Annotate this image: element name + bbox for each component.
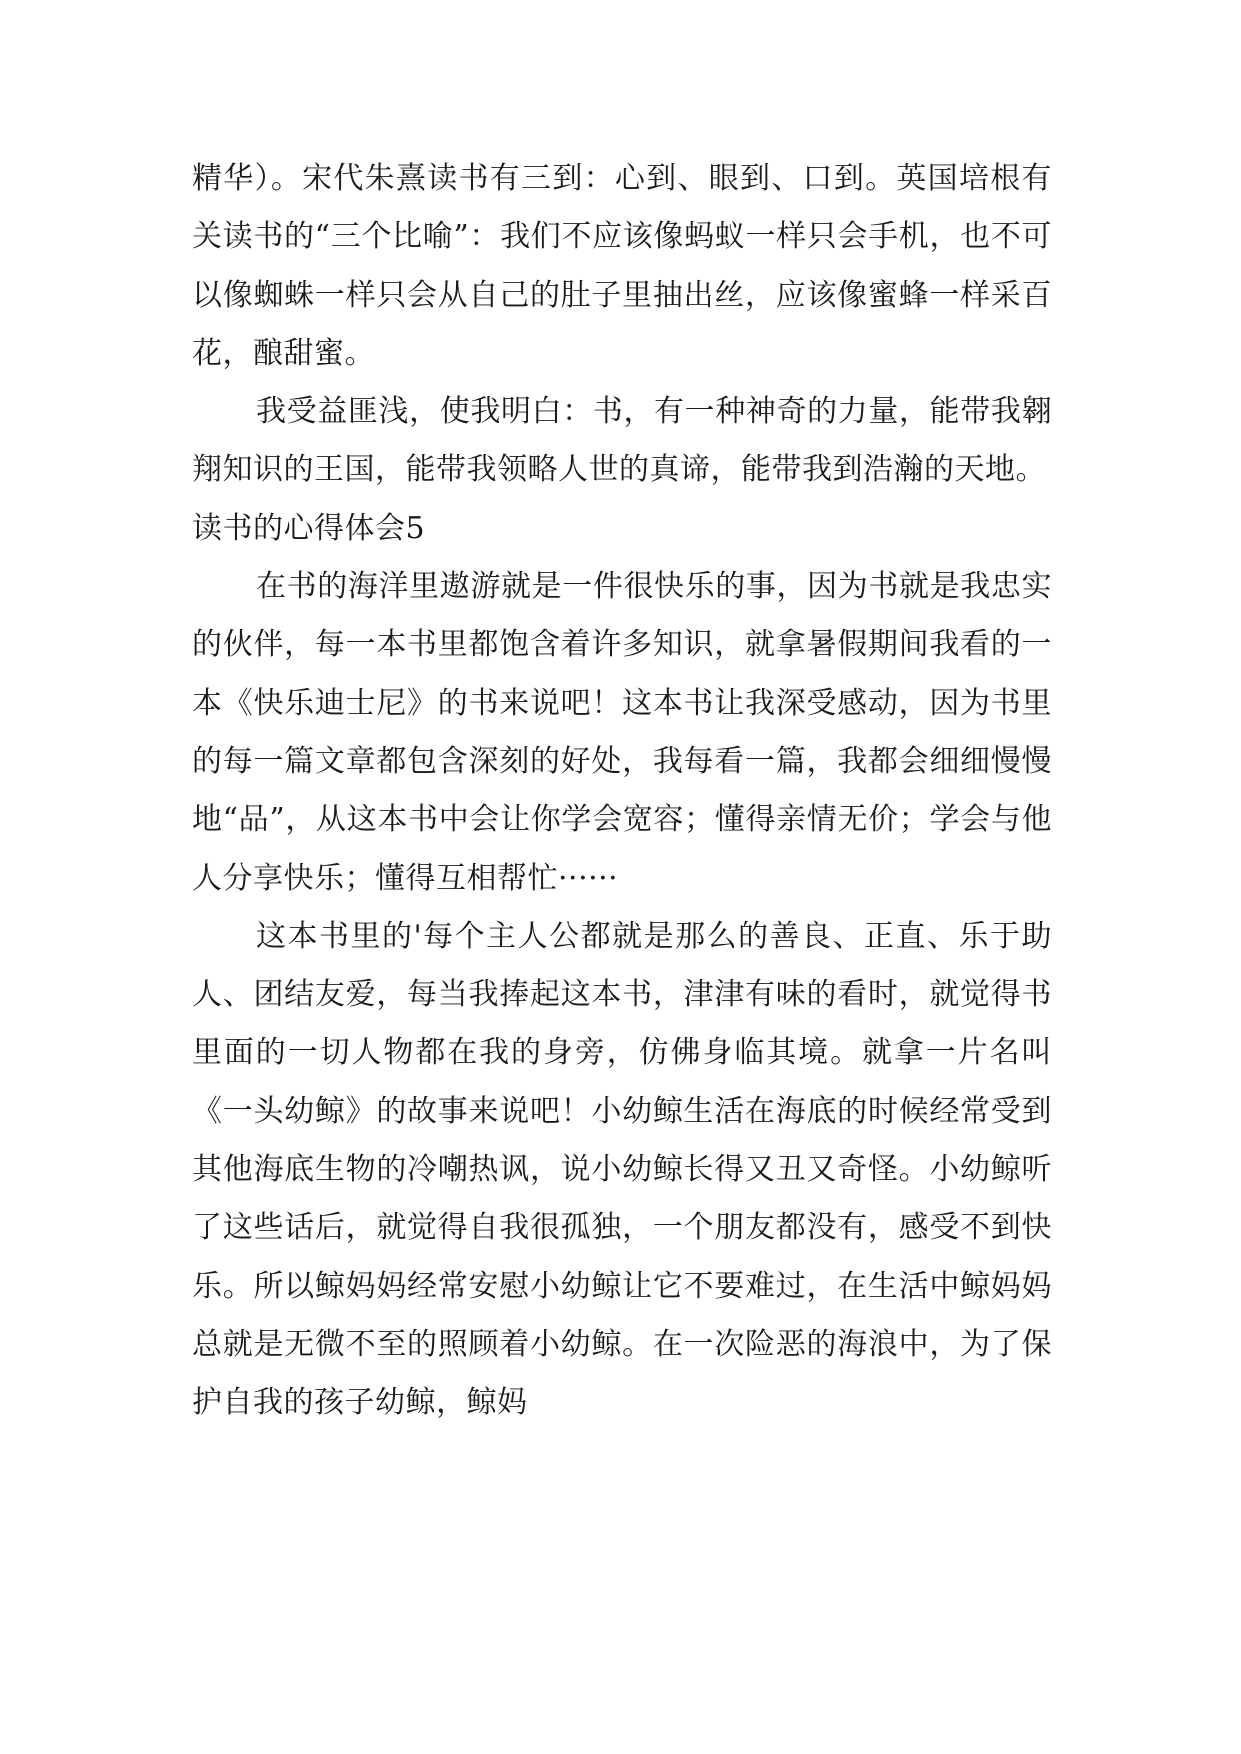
paragraph-young-whale: 这本书里的'每个主人公都就是那么的善良、正直、乐于助人、团结友爱，每当我捧起这本书，津津有味的看时，就觉得书里面的一切人物都在我的身旁，仿佛身临其境。就拿一片名叫《一头幼鲸》的故事来说吧！小幼鲸生活在海底的时候经常受到其他海底生物的冷嘲热讽，说小幼鲸长得又丑又奇怪。小幼鲸听了这些话后，就觉得自我很孤独，一个朋友都没有，感受不到快乐。所以鲸妈妈经常安慰小幼鲸让它不要难过，在生活中鲸妈妈总就是无微不至的照顾着小幼鲸。在一次险恶的海浪中，为了保护自我的孩子幼鲸，鲸妈 xyxy=(192,918,1052,1421)
paragraph-zhu-xi-bacon: 精华）。宋代朱熹读书有三到：心到、眼到、口到。英国培根有关读书的“三个比喻”：我们不应该像蚂蚁一样只会手机，也不可以像蜘蛛一样只会从自己的肚子里抽出丝，应该像蜜蜂一样采百花，酿甜蜜。 xyxy=(192,161,1052,371)
document-body xyxy=(192,150,1052,1433)
section-heading: 读书的心得体会5 xyxy=(192,510,426,546)
paragraph-benefit: 我受益匪浅，使我明白：书，有一种神奇的力量，能带我翱翔知识的王国，能带我领略人世的真谛，能带我到浩瀚的天地。 xyxy=(192,394,1052,488)
paragraph-disney-book: 在书的海洋里遨游就是一件很快乐的事，因为书就是我忠实的伙伴，每一本书里都饱含着许多知识，就拿暑假期间我看的一本《快乐迪士尼》的书来说吧！这本书让我深受感动，因为书里的每一篇文章都包含深刻的好处，我每看一篇，我都会细细慢慢地“品”，从这本书中会让你学会宽容；懂得亲情无价；学会与他人分享快乐；懂得互相帮忙······ xyxy=(192,569,1052,896)
